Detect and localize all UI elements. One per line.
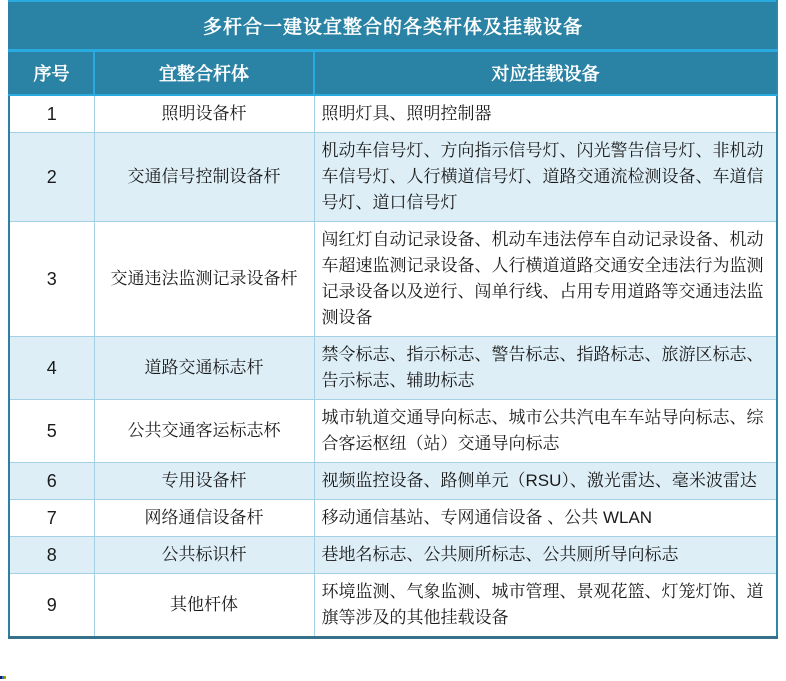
pole-type-cell: 其他杆体 [94, 574, 314, 638]
table-row [9, 95, 777, 133]
table-row [9, 463, 777, 500]
table-row [9, 500, 777, 537]
table-body [9, 95, 777, 638]
table-header-row [9, 51, 777, 96]
mounted-devices-cell: 视频监控设备、路侧单元（RSU）、激光雷达、毫米波雷达 [314, 463, 777, 500]
row-number-cell: 3 [9, 222, 94, 337]
row-number-cell: 1 [9, 95, 94, 133]
pole-type-cell: 照明设备杆 [94, 95, 314, 133]
row-number-cell: 9 [9, 574, 94, 638]
pole-type-cell: 网络通信设备杆 [94, 500, 314, 537]
pole-type-cell: 道路交通标志杆 [94, 337, 314, 400]
row-number-cell: 6 [9, 463, 94, 500]
table-row [9, 574, 777, 638]
column-header-pole: 宜整合杆体 [94, 51, 314, 96]
table-row [9, 337, 777, 400]
table-row [9, 537, 777, 574]
table-title-row [9, 1, 777, 51]
row-number-cell: 8 [9, 537, 94, 574]
row-number-cell: 5 [9, 400, 94, 463]
pole-type-cell: 交通违法监测记录设备杆 [94, 222, 314, 337]
mounted-devices-cell: 闯红灯自动记录设备、机动车违法停车自动记录设备、机动车超速监测记录设备、人行横道道路交通安全违法行为监测记录设备以及逆行、闯单行线、占用专用道路等交通违法监测设备 [314, 222, 777, 337]
table-title: 多杆合一建设宜整合的各类杆体及挂载设备 [9, 1, 777, 51]
pole-type-cell: 专用设备杆 [94, 463, 314, 500]
mounted-devices-cell: 照明灯具、照明控制器 [314, 95, 777, 133]
pole-type-cell: 公共交通客运标志杯 [94, 400, 314, 463]
row-number-cell: 7 [9, 500, 94, 537]
mounted-devices-cell: 禁令标志、指示标志、警告标志、指路标志、旅游区标志、告示标志、辅助标志 [314, 337, 777, 400]
mounted-devices-cell: 巷地名标志、公共厕所标志、公共厕所导向标志 [314, 537, 777, 574]
row-number-cell: 4 [9, 337, 94, 400]
mounted-devices-cell: 环境监测、气象监测、城市管理、景观花篮、灯笼灯饰、道旗等涉及的其他挂载设备 [314, 574, 777, 638]
pole-type-cell: 公共标识杆 [94, 537, 314, 574]
poles-table [8, 0, 778, 639]
pole-type-cell: 交通信号控制设备杆 [94, 133, 314, 222]
table-row [9, 133, 777, 222]
artifact-pixel [4, 676, 6, 679]
cursor-artifact [0, 676, 6, 679]
mounted-devices-cell: 机动车信号灯、方向指示信号灯、闪光警告信号灯、非机动车信号灯、人行横道信号灯、道路交通流检测设备、车道信号灯、道口信号灯 [314, 133, 777, 222]
row-number-cell: 2 [9, 133, 94, 222]
column-header-devices: 对应挂载设备 [314, 51, 777, 96]
table-row [9, 400, 777, 463]
table-row [9, 222, 777, 337]
mounted-devices-cell: 城市轨道交通导向标志、城市公共汽电车车站导向标志、综合客运枢纽（站）交通导向标志 [314, 400, 777, 463]
mounted-devices-cell: 移动通信基站、专网通信设备 、公共 WLAN [314, 500, 777, 537]
column-header-no: 序号 [9, 51, 94, 96]
